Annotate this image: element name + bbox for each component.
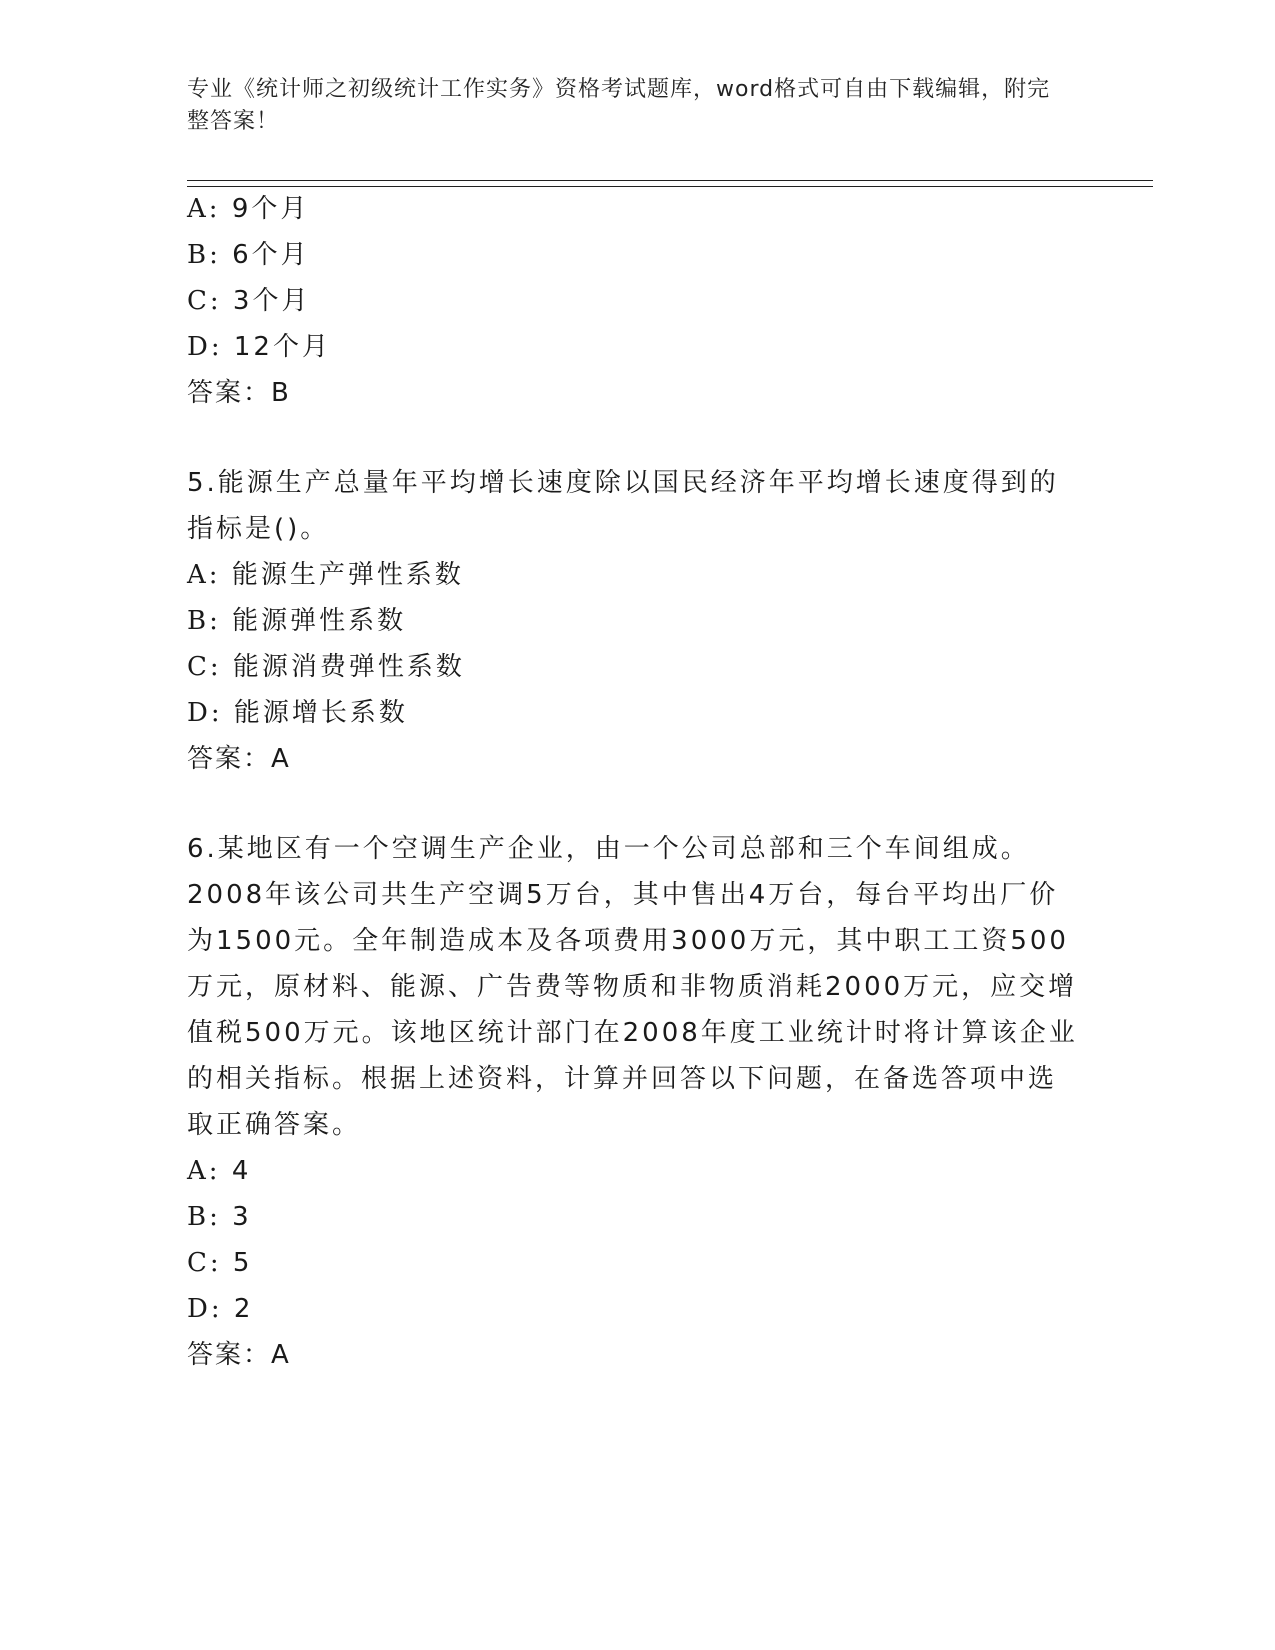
option-d (187, 1286, 1087, 1332)
question-stem-line: 的相关指标。根据上述资料，计算并回答以下问题，在备选答项中选 (187, 1064, 1058, 1094)
question-6-block (187, 826, 1087, 1378)
question-4-block (187, 186, 1087, 416)
option-text: 能源消费弹性系数 (232, 652, 465, 682)
option-text: 3 (232, 1202, 252, 1232)
option-label: D: (187, 1294, 223, 1324)
option-label: A: (187, 194, 221, 224)
option-label: D: (187, 332, 223, 362)
option-label: C: (187, 286, 222, 316)
question-stem-line: 万元，原材料、能源、广告费等物质和非物质消耗2000万元，应交增 (187, 972, 1078, 1002)
option-text: 2 (233, 1294, 254, 1324)
option-c (187, 644, 1087, 690)
option-label: D: (187, 698, 223, 728)
option-d (187, 324, 1087, 370)
question-stem-line: 指标是()。 (187, 514, 330, 544)
question-stem-line: 值税500万元。该地区统计部门在2008年度工业统计时将计算该企业 (187, 1018, 1078, 1048)
option-text: 能源增长系数 (233, 698, 408, 728)
option-text: 能源生产弹性系数 (231, 560, 464, 590)
option-label: A: (187, 1156, 221, 1186)
spacer (187, 416, 1087, 460)
spacer (187, 782, 1087, 826)
option-text: 6个月 (232, 240, 310, 270)
option-label: B: (187, 240, 221, 270)
question-stem-line: 取正确答案。 (187, 1110, 362, 1140)
option-label: B: (187, 1202, 221, 1232)
option-b (187, 598, 1087, 644)
document-header (187, 74, 1067, 138)
question-list (187, 186, 1087, 1378)
option-text: 3个月 (232, 286, 311, 316)
option-a (187, 186, 1087, 232)
option-b (187, 1194, 1087, 1240)
option-a (187, 552, 1087, 598)
question-5-block (187, 460, 1087, 782)
option-c (187, 1240, 1087, 1286)
option-text: 能源弹性系数 (232, 606, 407, 636)
option-label: A: (187, 560, 221, 590)
option-text: 5 (232, 1248, 253, 1278)
option-text: 4 (231, 1156, 252, 1186)
question-stem-line: 5.能源生产总量年平均增长速度除以国民经济年平均增长速度得到的 (187, 468, 1059, 498)
option-d (187, 690, 1087, 736)
option-c (187, 278, 1087, 324)
option-text: 9个月 (231, 194, 310, 224)
question-stem-line: 为1500元。全年制造成本及各项费用3000万元，其中职工工资500 (187, 926, 1069, 956)
answer-line: 答案：A (187, 1340, 291, 1370)
answer-line: 答案：A (187, 744, 291, 774)
option-label: B: (187, 606, 221, 636)
option-text: 12个月 (233, 332, 331, 362)
question-stem-line: 2008年该公司共生产空调5万台，其中售出4万台，每台平均出厂价 (187, 880, 1059, 910)
option-a (187, 1148, 1087, 1194)
question-stem-line: 6.某地区有一个空调生产企业，由一个公司总部和三个车间组成。 (187, 834, 1030, 864)
option-label: C: (187, 652, 222, 682)
answer-line: 答案：B (187, 378, 291, 408)
option-b (187, 232, 1087, 278)
option-label: C: (187, 1248, 222, 1278)
header-text: 专业《统计师之初级统计工作实务》资格考试题库，word格式可自由下载编辑，附完整答案！ (187, 77, 1051, 134)
header-rule-top (187, 180, 1153, 181)
